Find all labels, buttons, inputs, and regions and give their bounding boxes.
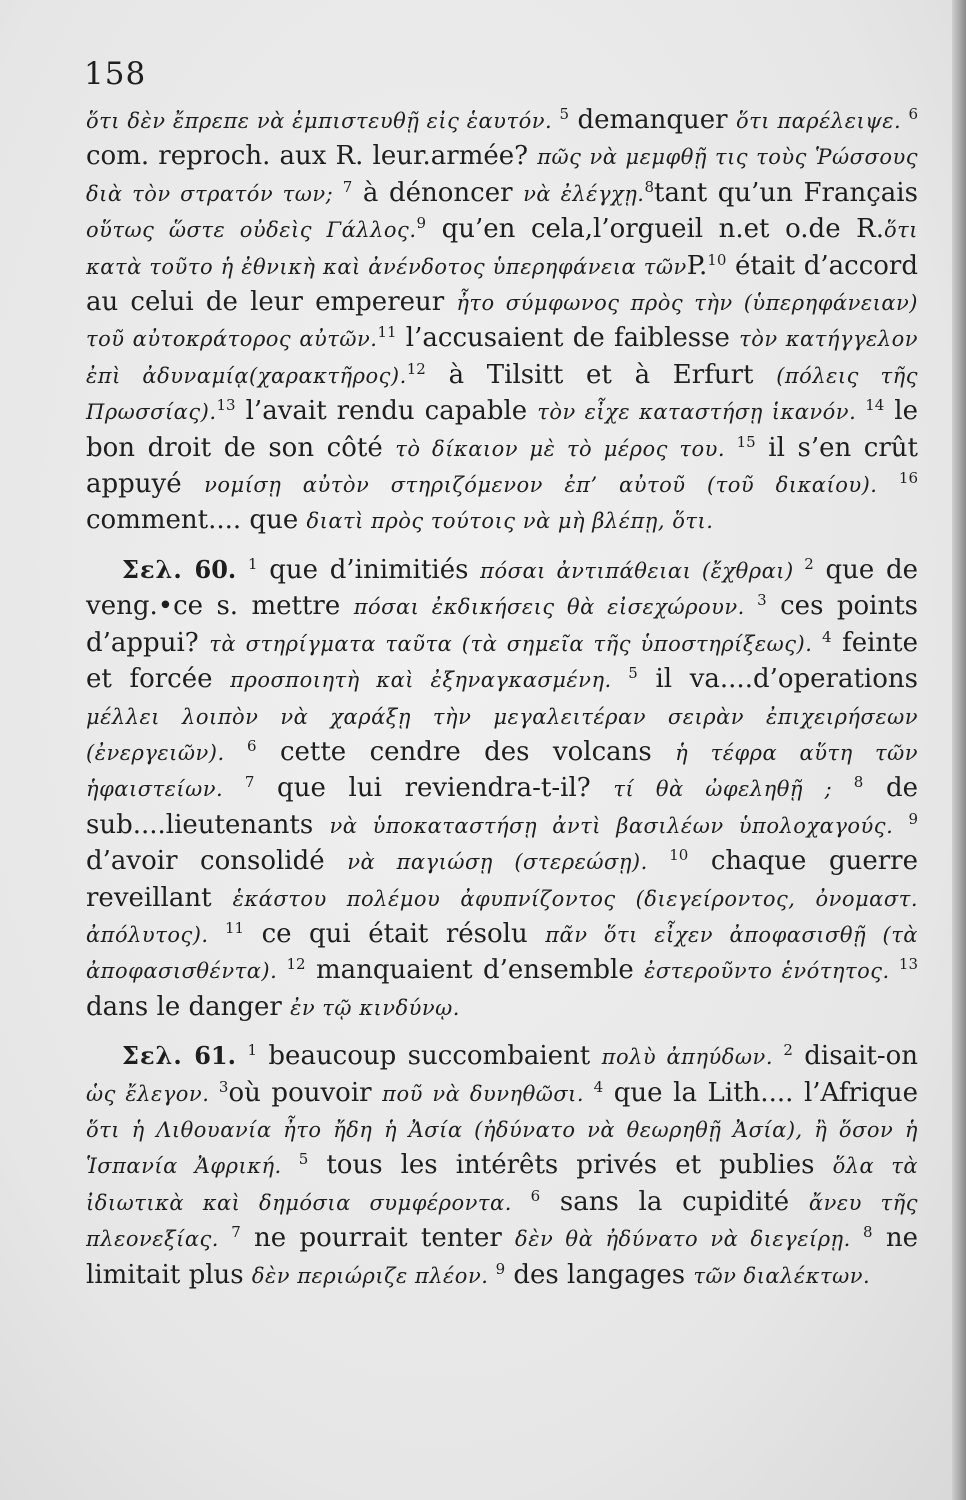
note-number: 7 bbox=[244, 773, 255, 792]
greek-translation: τὸν κατήγγελον ἐπὶ ἀδυναμίᾳ(χαρακτῆρος). bbox=[86, 327, 918, 388]
note-number: 6 bbox=[530, 1186, 541, 1205]
french-phrase: ne pourrait tenter bbox=[240, 1223, 516, 1254]
greek-translation: τί θὰ ὠφεληθῇ ; bbox=[613, 777, 854, 802]
note-number: 8 bbox=[644, 177, 655, 196]
greek-translation: τὸ δίκαιον μὲ τὸ μέρος του. bbox=[395, 436, 737, 461]
note-number: 2 bbox=[804, 554, 814, 573]
greek-translation: πόσαι ἀντιπάθειαι (ἔχθραι) bbox=[480, 558, 805, 583]
note-number: 6 bbox=[908, 105, 919, 123]
french-phrase: ne limitait plus bbox=[86, 1223, 919, 1290]
greek-translation: πόσαι ἐκδικήσεις θὰ εἰσεχώρουν. bbox=[353, 595, 758, 620]
french-phrase: que de veng.•ce s. mettre bbox=[86, 554, 918, 622]
french-phrase: feinte et forcée bbox=[86, 627, 919, 695]
page-gutter-shadow bbox=[952, 0, 966, 1500]
french-phrase: P. bbox=[686, 250, 708, 281]
french-phrase: qu’en cela,l’orgueil n.et o.de R. bbox=[426, 214, 884, 245]
greek-translation: διατὶ πρὸς τούτοις νὰ μὴ βλέπῃ, ὅτι. bbox=[306, 509, 714, 534]
greek-translation: ὅτι ἡ Λιθουανία ἦτο ἤδη ἡ Ἀσία (ἠδύνατο νὰ θεωρηθῇ Ἀσία), ἢ ὅσον ἡ Ἱσπανία Ἀφρική. bbox=[86, 1117, 918, 1179]
french-phrase: de sub....lieutenants bbox=[86, 773, 919, 840]
french-phrase: où pouvoir bbox=[228, 1077, 383, 1108]
note-number: 9 bbox=[908, 809, 918, 828]
note-number: 4 bbox=[821, 627, 832, 646]
greek-translation: νὰ ἐλέγχῃ. bbox=[523, 181, 645, 206]
continuation-paragraph bbox=[86, 103, 918, 540]
note-number: 11 bbox=[377, 323, 397, 342]
french-phrase: sans la cupidité bbox=[540, 1186, 809, 1217]
greek-translation: τῶν διαλέκτων. bbox=[693, 1263, 871, 1288]
note-number: 12 bbox=[406, 359, 426, 378]
french-phrase: que la Lith.... l’Afrique bbox=[603, 1077, 919, 1108]
greek-translation: νὰ ὑποκαταστήσῃ ἀντὶ βασιλέων ὑπολοχαγούς. bbox=[329, 813, 909, 838]
greek-translation: νομίσῃ αὐτὸν στηριζόμενον ἐπ’ αὐτοῦ (τοῦ δικαίου). bbox=[204, 473, 899, 498]
note-number: 15 bbox=[736, 432, 756, 451]
french-phrase: il s’en crût appuyé bbox=[86, 432, 918, 500]
greek-translation: πᾶν ὅτι εἶχεν ἀποφασισθῇ (τὰ ἀποφασισθέντα). bbox=[86, 922, 918, 984]
section-label: Σελ. bbox=[122, 554, 183, 584]
note-number: 16 bbox=[898, 469, 918, 488]
section-number: 60. bbox=[182, 554, 249, 584]
greek-translation: ἑκάστου πολέμου ἀφυπνίζοντος (διεγείροντος, ὀνομαστ. ἀπόλυτος). bbox=[86, 886, 918, 947]
note-number: 7 bbox=[342, 177, 353, 196]
note-number: 2 bbox=[783, 1041, 793, 1060]
page-number: 158 bbox=[84, 56, 147, 92]
note-number: 12 bbox=[286, 955, 306, 974]
french-phrase: tous les intérêts privés et publies bbox=[308, 1150, 833, 1181]
greek-translation: νὰ παγιώσῃ (στερεώσῃ). bbox=[347, 850, 670, 875]
greek-translation: ἦτο σύμφωνος πρὸς τὴν (ὑπερηφάνειαν) τοῦ αὐτοκράτορος αὐτῶν. bbox=[86, 291, 918, 352]
french-phrase: disait-on bbox=[792, 1041, 919, 1072]
french-phrase: ce qui était résolu bbox=[244, 918, 546, 949]
note-number: 6 bbox=[246, 736, 257, 755]
greek-translation: τὰ στηρίγματα ταῦτα (τὰ σημεῖα τῆς ὑποστηρίξεως). bbox=[209, 631, 822, 656]
french-phrase: ces points d’appui? bbox=[86, 591, 919, 658]
note-number: 5 bbox=[628, 664, 638, 683]
page-text bbox=[86, 103, 918, 1294]
greek-translation: ὅλα τὰ ἰδιωτικὰ καὶ δημόσια συμφέροντα. bbox=[86, 1154, 918, 1215]
french-phrase: cette cendre des volcans bbox=[256, 736, 676, 767]
greek-translation: τὸν εἶχε καταστήσῃ ἱκανόν. bbox=[537, 400, 866, 425]
greek-translation: ποῦ νὰ δυνηθῶσι. bbox=[382, 1081, 594, 1106]
french-phrase: à Tilsitt et à Erfurt bbox=[425, 359, 777, 390]
french-phrase: d’avoir consolidé bbox=[86, 846, 348, 877]
french-phrase: le bon droit de son côté bbox=[86, 396, 918, 463]
greek-translation: ἡ τέφρα αὕτη τῶν ἡφαιστείων. bbox=[86, 740, 918, 802]
french-phrase: à dénoncer bbox=[352, 177, 524, 208]
greek-translation: ὅτι δὲν ἔπρεπε νὰ ἐμπιστευθῇ εἰς ἑαυτόν. bbox=[86, 109, 560, 133]
section-number: 61. bbox=[182, 1041, 248, 1071]
note-number: 5 bbox=[298, 1150, 309, 1169]
section-paragraph bbox=[86, 552, 918, 1026]
note-number: 13 bbox=[216, 396, 236, 415]
note-number: 13 bbox=[898, 955, 919, 974]
greek-translation: ὅτι παρέλειψε. bbox=[736, 109, 909, 133]
note-number: 5 bbox=[559, 105, 570, 123]
greek-translation: πολὺ ἀπηύδων. bbox=[601, 1045, 784, 1070]
greek-translation: ὅτι κατὰ τοῦτο ἡ ἐθνικὴ καὶ ἀνένδοτος ὑπερηφάνεια τῶν bbox=[86, 218, 918, 279]
french-phrase: com. reproch. aux R. leur.armée? bbox=[86, 141, 538, 172]
note-number: 10 bbox=[707, 250, 727, 269]
greek-translation: ὡς ἔλεγον. bbox=[86, 1081, 219, 1106]
french-phrase: l’avait rendu capable bbox=[235, 396, 538, 427]
french-phrase: tant qu’un Français bbox=[654, 177, 918, 208]
note-number: 9 bbox=[416, 214, 427, 233]
french-phrase: l’accusaient de faiblesse bbox=[396, 323, 740, 354]
note-number: 8 bbox=[853, 773, 864, 792]
section-label: Σελ. bbox=[122, 1041, 183, 1071]
french-phrase: comment.... que bbox=[86, 505, 307, 536]
greek-translation: ἐν τῷ κινδύνῳ. bbox=[290, 995, 460, 1020]
greek-translation: (πόλεις τῆς Πρωσσίας). bbox=[86, 363, 918, 425]
french-phrase: que d’inimitiés bbox=[257, 554, 481, 585]
note-number: 4 bbox=[593, 1077, 604, 1096]
note-number: 10 bbox=[669, 846, 689, 865]
greek-translation: πῶς νὰ μεμφθῇ τις τοὺς Ῥώσσους διὰ τὸν στρατόν των; bbox=[86, 145, 918, 206]
greek-translation: ἄνευ τῆς πλεονεξίας. bbox=[86, 1190, 918, 1252]
french-phrase: que lui reviendra-t-il? bbox=[254, 773, 614, 804]
note-number: 1 bbox=[248, 554, 258, 573]
greek-translation: προσποιητὴ καὶ ἐξηναγκασμένη. bbox=[230, 668, 629, 693]
note-number: 11 bbox=[225, 918, 245, 937]
french-phrase: beaucoup succombaient bbox=[257, 1041, 602, 1072]
greek-translation: δὲν περιώριζε πλέον. bbox=[251, 1263, 496, 1288]
section-paragraph bbox=[86, 1038, 918, 1294]
french-phrase: manquaient d’ensemble bbox=[305, 955, 645, 986]
french-phrase: chaque guerre reveillant bbox=[86, 846, 918, 913]
greek-translation: δὲν θὰ ἠδύνατο νὰ διεγείρῃ. bbox=[515, 1227, 864, 1252]
note-number: 8 bbox=[863, 1223, 873, 1242]
french-phrase: des langages bbox=[505, 1259, 694, 1290]
greek-translation: ἐστεροῦντο ἑνότητος. bbox=[644, 959, 899, 984]
note-number: 9 bbox=[495, 1259, 506, 1278]
greek-translation: οὕτως ὥστε οὐδεὶς Γάλλος. bbox=[86, 218, 417, 243]
french-phrase: demanquer bbox=[569, 105, 736, 135]
french-phrase: il va....d’operations bbox=[637, 664, 918, 695]
note-number: 14 bbox=[865, 396, 885, 415]
note-number: 3 bbox=[757, 591, 767, 610]
note-number: 1 bbox=[247, 1041, 258, 1060]
note-number: 3 bbox=[218, 1077, 229, 1096]
french-phrase: dans le danger bbox=[86, 991, 291, 1022]
french-phrase: était d’accord au celui de leur empereur bbox=[86, 250, 918, 318]
note-number: 7 bbox=[231, 1223, 241, 1242]
greek-translation: μέλλει λοιπὸν νὰ χαράξῃ τὴν μεγαλειτέραν σειρὰν ἐπιχειρήσεων (ἐνεργειῶν). bbox=[86, 704, 918, 765]
